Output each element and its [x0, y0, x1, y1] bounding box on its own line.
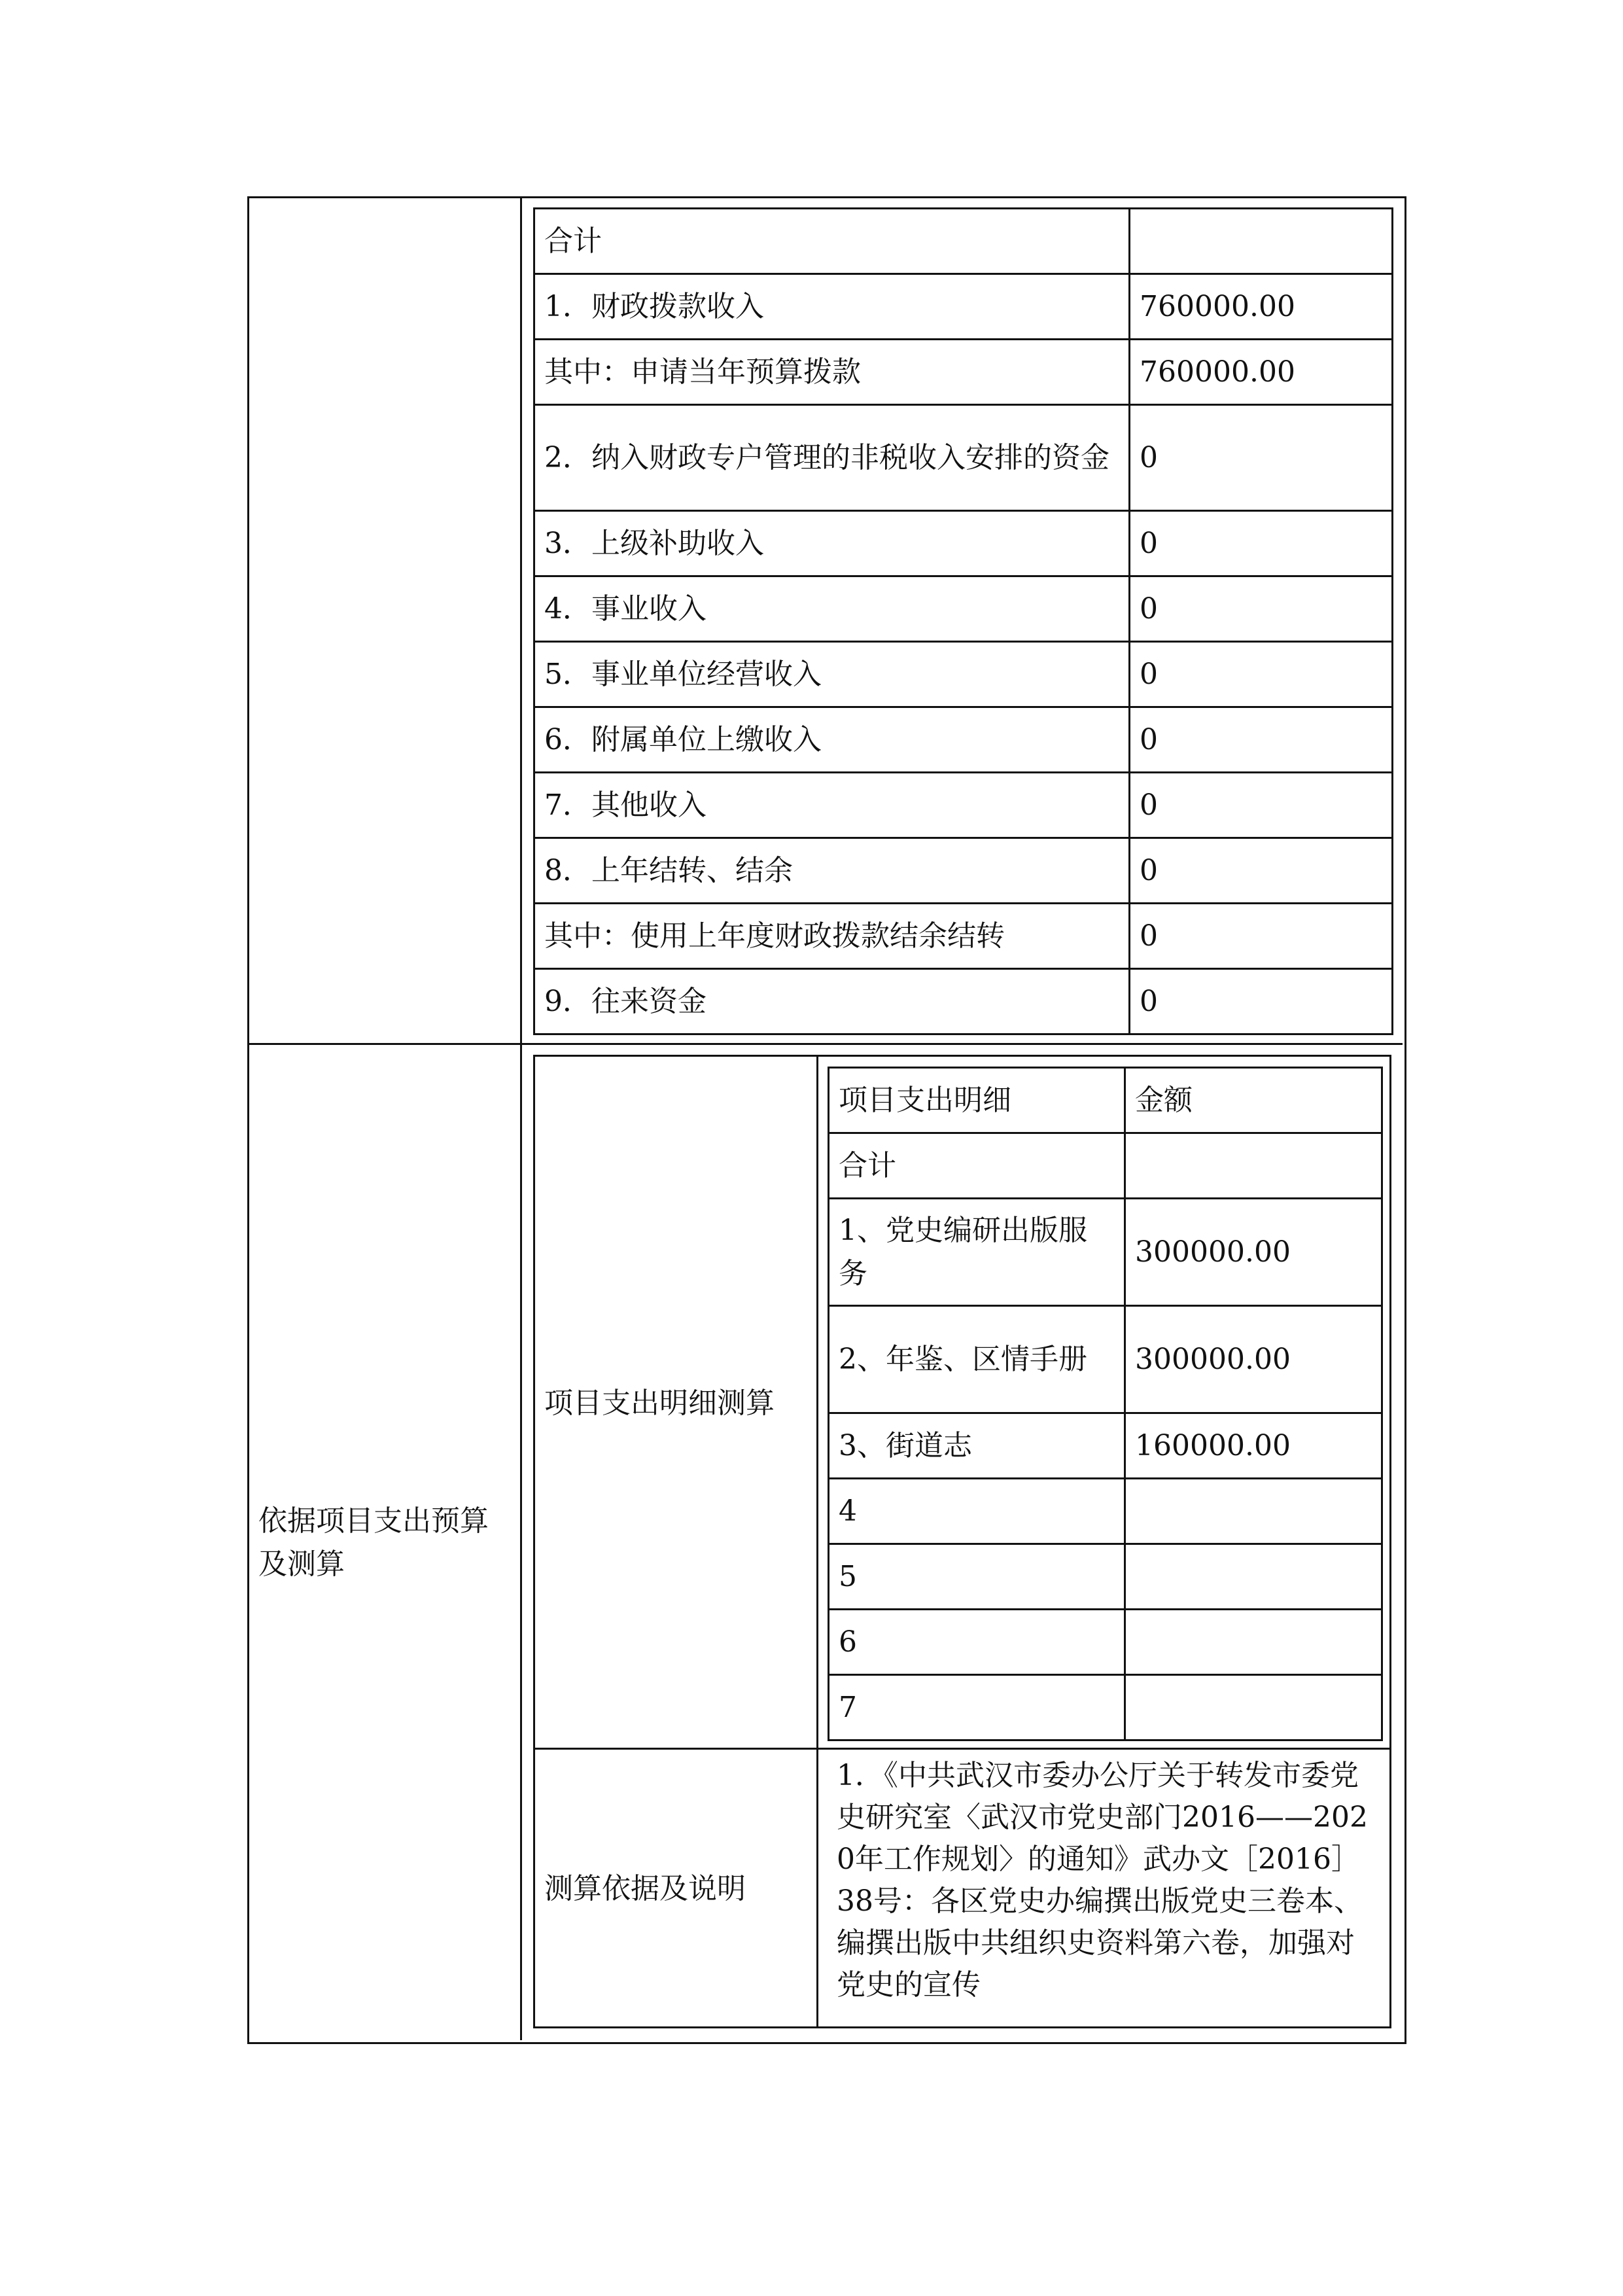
table-row [534, 838, 1393, 904]
outer-column-divider [520, 196, 522, 2040]
detail-amount [1125, 1675, 1382, 1740]
funding-value: 0 [1130, 904, 1393, 969]
table-row [829, 1306, 1382, 1413]
table-row [829, 1413, 1382, 1479]
detail-table [828, 1067, 1383, 1741]
table-row [829, 1133, 1382, 1199]
table-row [534, 405, 1393, 511]
funding-label: 其中：申请当年预算拨款 [534, 340, 1130, 405]
table-row [829, 1610, 1382, 1675]
table-row [829, 1479, 1382, 1544]
table-row [829, 1544, 1382, 1610]
funding-value: 760000.00 [1130, 340, 1393, 405]
basis-left-label: 依据项目支出预算及测算 [258, 1504, 489, 1581]
detail-header-amount: 金额 [1125, 1068, 1382, 1133]
detail-item: 3、街道志 [829, 1413, 1125, 1479]
basis-inner-divider [816, 1055, 818, 2028]
funding-value: 0 [1130, 707, 1393, 773]
explain-label: 测算依据及说明 [544, 1872, 746, 1905]
funding-value [1130, 209, 1393, 274]
funding-table [533, 207, 1393, 1035]
detail-amount [1125, 1479, 1382, 1544]
detail-item: 4 [829, 1479, 1125, 1544]
funding-value: 0 [1130, 405, 1393, 511]
funding-value: 0 [1130, 511, 1393, 576]
funding-label: 3．上级补助收入 [534, 511, 1130, 576]
table-row [829, 1675, 1382, 1740]
funding-label: 5．事业单位经营收入 [534, 642, 1130, 707]
funding-label: 4．事业收入 [534, 576, 1130, 642]
explain-text: 1．《中共武汉市委办公厅关于转发市委党史研究室〈武汉市党史部门2016——2020年工作规划〉的通知》武办文［2016］38号：各区党史办编撰出版党史三卷本、编撰出版中共组织史资料第六卷，加强对党史的宣传 [837, 1759, 1368, 2002]
detail-amount [1125, 1610, 1382, 1675]
table-row [534, 340, 1393, 405]
detail-item: 6 [829, 1610, 1125, 1675]
funding-label: 合计 [534, 209, 1130, 274]
table-row [534, 707, 1393, 773]
table-row [534, 642, 1393, 707]
funding-label: 6．附属单位上缴收入 [534, 707, 1130, 773]
table-row [534, 511, 1393, 576]
table-row [534, 773, 1393, 838]
table-row [829, 1199, 1382, 1306]
table-row [534, 274, 1393, 340]
detail-amount: 300000.00 [1125, 1306, 1382, 1413]
detail-amount: 160000.00 [1125, 1413, 1382, 1479]
detail-amount: 300000.00 [1125, 1199, 1382, 1306]
funding-label: 9．往来资金 [534, 969, 1130, 1034]
funding-value: 0 [1130, 773, 1393, 838]
funding-label: 1．财政拨款收入 [534, 274, 1130, 340]
detail-amount [1125, 1544, 1382, 1610]
table-row [534, 904, 1393, 969]
detail-item: 7 [829, 1675, 1125, 1740]
detail-item: 2、年鉴、区情手册 [829, 1306, 1125, 1413]
detail-item: 5 [829, 1544, 1125, 1610]
table-row [534, 969, 1393, 1034]
funding-value: 0 [1130, 969, 1393, 1034]
detail-item: 1、党史编研出版服务 [829, 1199, 1125, 1306]
detail-amount [1125, 1133, 1382, 1199]
funding-value: 760000.00 [1130, 274, 1393, 340]
outer-row-divider [247, 1043, 1403, 1045]
funding-value: 0 [1130, 642, 1393, 707]
table-row [534, 576, 1393, 642]
table-row [829, 1068, 1382, 1133]
detail-label: 项目支出明细测算 [544, 1386, 775, 1420]
funding-value: 0 [1130, 838, 1393, 904]
table-row [534, 209, 1393, 274]
basis-inner-row-divider [533, 1748, 1391, 1750]
funding-label: 2．纳入财政专户管理的非税收入安排的资金 [534, 405, 1130, 511]
detail-header-item: 项目支出明细 [829, 1068, 1125, 1133]
funding-value: 0 [1130, 576, 1393, 642]
funding-label: 8．上年结转、结余 [534, 838, 1130, 904]
funding-label: 其中：使用上年度财政拨款结余结转 [534, 904, 1130, 969]
detail-item: 合计 [829, 1133, 1125, 1199]
funding-label: 7．其他收入 [534, 773, 1130, 838]
